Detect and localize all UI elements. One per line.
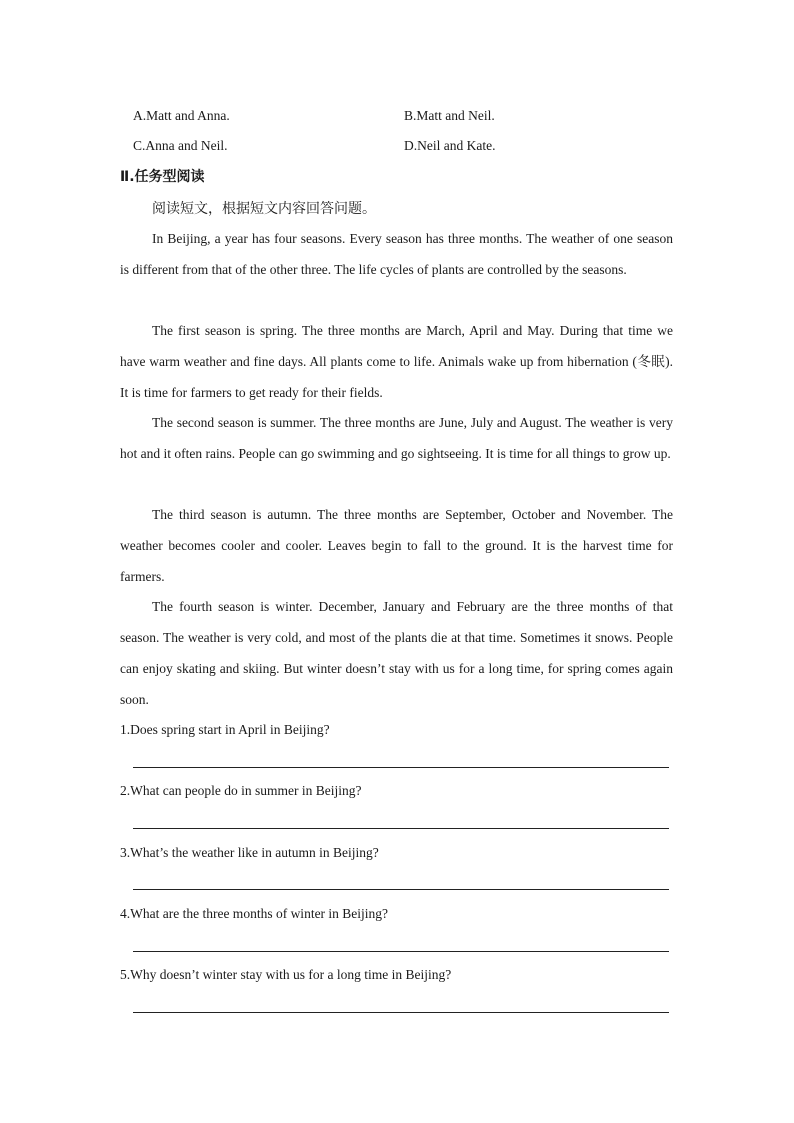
question-3: 3.What’s the weather like in autumn in Beijing? bbox=[120, 845, 379, 860]
question-2: 2.What can people do in summer in Beijing? bbox=[120, 783, 362, 798]
answer-line-1[interactable] bbox=[133, 767, 669, 768]
option-c: C.Anna and Neil. bbox=[133, 138, 228, 153]
paragraph-autumn: The third season is autumn. The three months are September, October and November. The weather becomes cooler and cooler. Leaves begin to fall to the ground. It is the harvest time for farmers. bbox=[120, 507, 673, 584]
answer-line-4[interactable] bbox=[133, 951, 669, 952]
paragraph-summer: The second season is summer. The three months are June, July and August. The weather is very hot and it often rains. People can go swimming and go sightseeing. It is time for all things to grow up. bbox=[120, 415, 673, 461]
paragraph-spring: The first season is spring. The three months are March, April and May. During that time we have warm weather and fine days. All plants come to life. Animals wake up from hibernation (冬眠). It is time for farmers to get ready for their fields. bbox=[120, 323, 673, 400]
section-heading: Ⅱ.任务型阅读 bbox=[120, 169, 205, 185]
paragraph-intro: In Beijing, a year has four seasons. Every season has three months. The weather of one season is different from that of the other three. The life cycles of plants are controlled by the seasons. bbox=[120, 231, 673, 277]
instruction-text: 阅读短文，根据短文内容回答问题。 bbox=[152, 201, 376, 217]
question-5: 5.Why doesn’t winter stay with us for a long time in Beijing? bbox=[120, 967, 452, 982]
answer-line-3[interactable] bbox=[133, 889, 669, 890]
option-a: A.Matt and Anna. bbox=[133, 108, 230, 123]
question-4: 4.What are the three months of winter in Beijing? bbox=[120, 906, 389, 921]
answer-line-2[interactable] bbox=[133, 828, 669, 829]
question-1: 1.Does spring start in April in Beijing? bbox=[120, 722, 330, 737]
option-d: D.Neil and Kate. bbox=[404, 138, 496, 153]
answer-line-5[interactable] bbox=[133, 1012, 669, 1013]
option-b: B.Matt and Neil. bbox=[404, 108, 495, 123]
paragraph-winter: The fourth season is winter. December, January and February are the three months of that season. The weather is very cold, and most of the plants die at that time. Sometimes it snows. People can enjoy skating and skiing. But winter doesn’t stay with us for a long time, for spring comes again soon. bbox=[120, 599, 673, 707]
